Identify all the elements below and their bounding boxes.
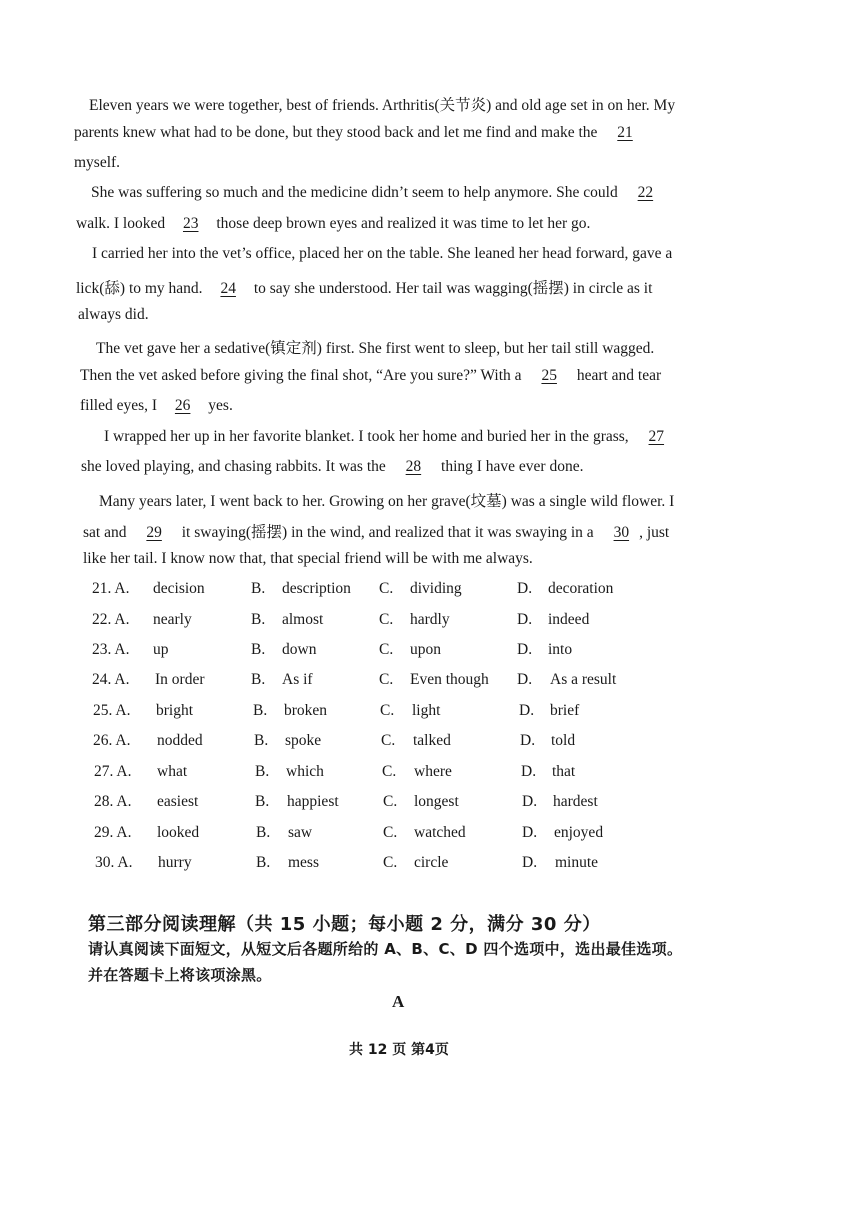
question-number: 23. A. xyxy=(92,641,130,658)
option-b: description xyxy=(282,580,351,597)
passage-text: She was suffering so much and the medicine didn’t seem to help anymore. She could xyxy=(91,184,618,201)
option-c-label: C. xyxy=(382,763,397,780)
passage-text: filled eyes, I xyxy=(80,397,158,414)
passage-line: Eleven years we were together, best of friends. Arthritis(关节炎) and old age set in on her. My xyxy=(89,97,676,114)
option-c-label: C. xyxy=(380,702,395,719)
option-d-label: D. xyxy=(517,611,533,628)
option-d: that xyxy=(552,763,576,780)
passage-text: she loved playing, and chasing rabbits. It was the xyxy=(81,458,386,475)
option-c-label: C. xyxy=(379,671,394,688)
option-b-label: B. xyxy=(256,854,271,871)
question-row-21 xyxy=(0,580,861,604)
option-d-label: D. xyxy=(522,824,538,841)
option-d: decoration xyxy=(548,580,614,597)
passage-line xyxy=(80,397,233,415)
passage-line xyxy=(81,458,583,476)
question-number: 21. A. xyxy=(92,580,130,597)
option-a: nodded xyxy=(157,732,203,749)
option-d: into xyxy=(548,641,573,658)
option-d-label: D. xyxy=(517,641,533,658)
option-b-label: B. xyxy=(251,580,266,597)
option-c: where xyxy=(414,763,452,780)
option-c: dividing xyxy=(410,580,462,597)
option-c-label: C. xyxy=(383,793,398,810)
option-c-label: C. xyxy=(381,732,396,749)
option-b-label: B. xyxy=(256,824,271,841)
question-row-22 xyxy=(0,611,861,635)
option-d: enjoyed xyxy=(554,824,604,841)
option-b-label: B. xyxy=(253,702,268,719)
passage-line xyxy=(74,124,643,142)
question-row-28 xyxy=(0,793,861,817)
passage-line: The vet gave her a sedative(镇定剂) first. She first went to sleep, but her tail still wagged. xyxy=(96,340,655,357)
option-d: brief xyxy=(550,702,580,719)
section-instructions-cont: 并在答题卡上将该项涂黑。 xyxy=(88,966,272,984)
option-d: told xyxy=(551,732,576,749)
question-row-25 xyxy=(0,702,861,726)
section-instructions: 请认真阅读下面短文，从短文后各题所给的 A、B、C、D 四个选项中，选出最佳选项。 xyxy=(88,940,683,958)
option-d-label: D. xyxy=(517,671,533,688)
option-d-label: D. xyxy=(519,702,535,719)
blank-21: 21 xyxy=(617,124,633,141)
option-b: saw xyxy=(288,824,313,841)
option-b-label: B. xyxy=(254,732,269,749)
question-number: 26. A. xyxy=(93,732,131,749)
part-label: A xyxy=(392,992,405,1011)
option-d-label: D. xyxy=(522,793,538,810)
option-a: decision xyxy=(153,580,205,597)
option-a: bright xyxy=(156,702,194,719)
option-b: spoke xyxy=(285,732,322,749)
option-a: nearly xyxy=(153,611,192,628)
blank-30: 30 xyxy=(613,524,630,541)
option-d-label: D. xyxy=(517,580,533,597)
option-c: Even though xyxy=(410,671,489,688)
question-number: 27. A. xyxy=(94,763,132,780)
question-number: 29. A. xyxy=(94,824,132,841)
passage-text: yes. xyxy=(208,397,233,414)
passage-text: it swaying(摇摆) in the wind, and realized that it was swaying in a xyxy=(181,524,594,541)
passage-line xyxy=(76,276,652,298)
passage-text: lick(舔) to my hand. xyxy=(76,280,203,297)
passage-line: Many years later, I went back to her. Growing on her grave(坟墓) was a single wild flower. I xyxy=(99,493,675,510)
option-d: hardest xyxy=(553,793,598,810)
option-d-label: D. xyxy=(520,732,536,749)
passage-text: heart and tear xyxy=(576,367,662,384)
blank-26: 26 xyxy=(174,397,191,414)
option-c-label: C. xyxy=(383,824,398,841)
passage-line: I carried her into the vet’s office, placed her on the table. She leaned her head forward, gave a xyxy=(92,245,673,262)
option-b: almost xyxy=(282,611,324,628)
option-b: down xyxy=(282,641,317,658)
passage-text: thing I have ever done. xyxy=(441,458,584,475)
question-row-29 xyxy=(0,824,861,848)
passage-line xyxy=(83,520,669,542)
passage-text: those deep brown eyes and realized it was time to let her go. xyxy=(216,215,591,232)
option-d: indeed xyxy=(548,611,590,628)
option-d-label: D. xyxy=(521,763,537,780)
option-b: mess xyxy=(288,854,319,871)
question-row-24 xyxy=(0,671,861,695)
option-b: happiest xyxy=(287,793,339,810)
option-c: watched xyxy=(414,824,466,841)
option-b-label: B. xyxy=(251,671,266,688)
option-d: minute xyxy=(555,854,599,871)
passage-text: to say she understood. Her tail was wagging(摇摆) in circle as it xyxy=(253,280,653,297)
option-c-label: C. xyxy=(379,641,394,658)
option-c: light xyxy=(412,702,441,719)
blank-29: 29 xyxy=(146,524,162,541)
question-number: 24. A. xyxy=(92,671,130,688)
option-c: hardly xyxy=(410,611,450,628)
option-b: As if xyxy=(282,671,313,688)
option-d: As a result xyxy=(550,671,617,688)
option-d-label: D. xyxy=(522,854,538,871)
option-b: which xyxy=(286,763,324,780)
option-a: looked xyxy=(157,824,200,841)
section-title: 第三部分阅读理解（共 15 小题；每小题 2 分，满分 30 分） xyxy=(88,914,601,935)
passage-text: sat and xyxy=(83,524,127,541)
option-a: what xyxy=(157,763,188,780)
passage-line: like her tail. I know now that, that special friend will be with me always. xyxy=(83,550,533,567)
option-c: talked xyxy=(413,732,451,749)
blank-28: 28 xyxy=(405,458,422,475)
question-row-26 xyxy=(0,732,861,756)
option-a: up xyxy=(153,641,169,658)
option-c: upon xyxy=(410,641,441,658)
option-b-label: B. xyxy=(251,641,266,658)
page-footer: 共 12 页 第4页 xyxy=(349,1042,449,1058)
passage-line xyxy=(104,428,674,446)
passage-text: walk. I looked xyxy=(76,215,166,232)
blank-24: 24 xyxy=(220,280,236,297)
passage-text: Then the vet asked before giving the final shot, “Are you sure?” With a xyxy=(80,367,522,384)
passage-text: parents knew what had to be done, but they stood back and let me find and make the xyxy=(74,124,598,141)
option-c-label: C. xyxy=(379,611,394,628)
option-a: easiest xyxy=(157,793,199,810)
question-number: 30. A. xyxy=(95,854,133,871)
option-a: hurry xyxy=(158,854,192,871)
question-row-23 xyxy=(0,641,861,665)
option-c-label: C. xyxy=(379,580,394,597)
passage-text: I wrapped her up in her favorite blanket. I took her home and buried her in the grass, xyxy=(104,428,629,445)
passage-line: myself. xyxy=(74,154,121,171)
option-a: In order xyxy=(155,671,205,688)
blank-27: 27 xyxy=(648,428,665,445)
option-c-label: C. xyxy=(383,854,398,871)
question-number: 25. A. xyxy=(93,702,131,719)
option-b-label: B. xyxy=(255,763,270,780)
passage-line xyxy=(80,367,661,385)
option-c: longest xyxy=(414,793,459,810)
question-row-27 xyxy=(0,763,861,787)
passage-line: always did. xyxy=(78,306,149,323)
blank-23: 23 xyxy=(182,215,199,232)
blank-22: 22 xyxy=(637,184,654,201)
question-row-30 xyxy=(0,854,861,878)
option-b-label: B. xyxy=(251,611,266,628)
question-number: 22. A. xyxy=(92,611,130,628)
question-number: 28. A. xyxy=(94,793,132,810)
option-b-label: B. xyxy=(255,793,270,810)
blank-25: 25 xyxy=(541,367,557,384)
option-c: circle xyxy=(414,854,449,871)
passage-line xyxy=(91,184,663,202)
passage-text: , just xyxy=(639,524,670,541)
option-b: broken xyxy=(284,702,328,719)
passage-line xyxy=(76,215,590,233)
